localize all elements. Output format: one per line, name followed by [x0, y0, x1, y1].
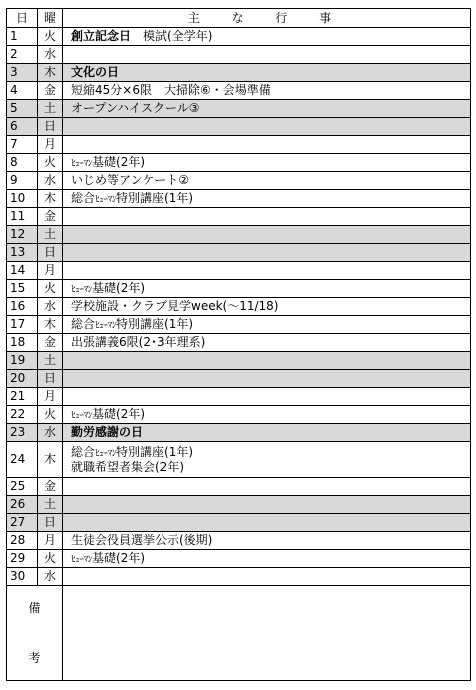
day-number: 6 [7, 118, 38, 136]
event-text: ﾋｭｰﾏﾝ [71, 285, 93, 295]
weekday: 日 [38, 244, 63, 262]
event-line [71, 65, 470, 80]
event-text: 就職希望者集会(2年) [71, 459, 184, 474]
event-line [71, 83, 470, 98]
day-number: 20 [7, 370, 38, 388]
schedule-row [7, 244, 471, 262]
header-row [7, 9, 471, 28]
event-cell [63, 316, 471, 334]
event-text: ﾋｭｰﾏﾝ [95, 448, 117, 459]
event-cell [63, 532, 471, 550]
schedule-row [7, 334, 471, 352]
schedule-row [7, 82, 471, 100]
event-cell [63, 514, 471, 532]
weekday: 金 [38, 82, 63, 100]
schedule-row [7, 298, 471, 316]
day-number: 16 [7, 298, 38, 316]
weekday: 土 [38, 496, 63, 514]
schedule-row [7, 136, 471, 154]
day-number: 3 [7, 64, 38, 82]
day-number: 29 [7, 550, 38, 568]
event-cell [63, 478, 471, 496]
schedule-row [7, 478, 471, 496]
event-cell [63, 568, 471, 586]
day-number: 1 [7, 28, 38, 46]
event-cell [63, 334, 471, 352]
day-number: 9 [7, 172, 38, 190]
header-events: 主 な 行 事 [63, 9, 471, 28]
schedule-rows [7, 28, 471, 586]
event-cell [63, 136, 471, 154]
schedule-row [7, 226, 471, 244]
event-text: 模試(全学年) [131, 29, 213, 43]
day-number: 26 [7, 496, 38, 514]
event-line [71, 460, 470, 475]
event-cell [63, 190, 471, 208]
day-number: 19 [7, 352, 38, 370]
schedule-row [7, 262, 471, 280]
event-text: 出張講義6限(2･3年理系) [71, 335, 206, 349]
event-line [71, 191, 470, 206]
day-number: 30 [7, 568, 38, 586]
event-line [71, 317, 470, 332]
event-text: 文化の日 [71, 65, 120, 79]
schedule-row [7, 118, 471, 136]
day-number: 11 [7, 208, 38, 226]
schedule-row [7, 172, 471, 190]
event-line [71, 29, 470, 44]
event-text: 総合 [71, 191, 96, 205]
day-number: 23 [7, 424, 38, 442]
schedule-row [7, 388, 471, 406]
day-number: 5 [7, 100, 38, 118]
event-text: ﾋｭｰﾏﾝ [95, 321, 117, 331]
event-text: 創立記念日 [71, 29, 132, 43]
event-text: 基礎(2年) [92, 155, 146, 169]
event-line [71, 407, 470, 422]
event-cell [63, 208, 471, 226]
event-line [71, 551, 470, 566]
weekday: 水 [38, 46, 63, 64]
event-text: ﾋｭｰﾏﾝ [95, 195, 117, 205]
day-number: 17 [7, 316, 38, 334]
weekday: 木 [38, 316, 63, 334]
event-text: 特別講座(1年) [116, 444, 194, 459]
event-cell [63, 370, 471, 388]
weekday: 木 [38, 64, 63, 82]
weekday: 土 [38, 226, 63, 244]
event-cell [63, 244, 471, 262]
event-cell [63, 64, 471, 82]
day-number: 28 [7, 532, 38, 550]
day-number: 27 [7, 514, 38, 532]
schedule-row [7, 406, 471, 424]
event-text: 勤労感謝の日 [71, 425, 144, 439]
weekday: 水 [38, 298, 63, 316]
schedule-row [7, 316, 471, 334]
weekday: 土 [38, 352, 63, 370]
weekday: 月 [38, 388, 63, 406]
event-text: ﾋｭｰﾏﾝ [71, 159, 93, 169]
day-number: 12 [7, 226, 38, 244]
day-number: 15 [7, 280, 38, 298]
event-cell [63, 496, 471, 514]
event-cell [63, 172, 471, 190]
schedule-row [7, 424, 471, 442]
event-cell [63, 352, 471, 370]
weekday: 日 [38, 370, 63, 388]
schedule-row [7, 370, 471, 388]
weekday: 火 [38, 550, 63, 568]
schedule-row [7, 514, 471, 532]
event-cell [63, 442, 471, 478]
event-text: ﾋｭｰﾏﾝ [71, 555, 93, 565]
event-cell [63, 388, 471, 406]
event-text: 特別講座(1年) [116, 191, 194, 205]
schedule-row [7, 190, 471, 208]
event-text: 総合 [71, 444, 96, 459]
event-line [71, 445, 470, 460]
header-weekday: 曜 [38, 9, 63, 28]
header-day: 日 [7, 9, 38, 28]
notes-content [63, 586, 471, 681]
event-text: 基礎(2年) [92, 281, 146, 295]
schedule-table [6, 8, 471, 681]
schedule-row [7, 568, 471, 586]
event-text: 短縮45分×6限 大掃除⑥・会場準備 [71, 83, 271, 97]
schedule-row [7, 208, 471, 226]
event-line [71, 299, 470, 314]
day-number: 2 [7, 46, 38, 64]
event-line [71, 173, 470, 188]
schedule-row [7, 550, 471, 568]
event-text: オープンハイスクール③ [71, 101, 200, 115]
event-text: 基礎(2年) [92, 551, 146, 565]
notes-label-bottom: 考 [28, 651, 41, 665]
weekday: 金 [38, 208, 63, 226]
weekday: 木 [38, 190, 63, 208]
monthly-schedule-sheet [6, 8, 470, 684]
notes-row [7, 586, 471, 681]
schedule-row [7, 46, 471, 64]
weekday: 水 [38, 424, 63, 442]
schedule-row [7, 28, 471, 46]
weekday: 月 [38, 262, 63, 280]
event-cell [63, 424, 471, 442]
day-number: 24 [7, 442, 38, 478]
event-line [71, 101, 470, 116]
event-cell [63, 280, 471, 298]
event-cell [63, 550, 471, 568]
schedule-row [7, 442, 471, 478]
event-cell [63, 298, 471, 316]
event-cell [63, 118, 471, 136]
weekday: 月 [38, 532, 63, 550]
day-number: 21 [7, 388, 38, 406]
event-line [71, 335, 470, 350]
event-line [71, 155, 470, 170]
event-cell [63, 154, 471, 172]
day-number: 4 [7, 82, 38, 100]
schedule-row [7, 496, 471, 514]
event-text: 総合 [71, 317, 96, 331]
notes-label [7, 586, 63, 681]
weekday: 月 [38, 136, 63, 154]
day-number: 13 [7, 244, 38, 262]
day-number: 25 [7, 478, 38, 496]
event-line [71, 425, 470, 440]
event-text: 生徒会役員選挙公示(後期) [71, 533, 213, 547]
weekday: 土 [38, 100, 63, 118]
day-number: 18 [7, 334, 38, 352]
event-cell [63, 100, 471, 118]
event-text: 学校施設・クラブ見学week(〜11/18) [71, 299, 279, 313]
schedule-row [7, 64, 471, 82]
schedule-row [7, 352, 471, 370]
event-cell [63, 226, 471, 244]
weekday: 火 [38, 28, 63, 46]
weekday: 金 [38, 334, 63, 352]
event-cell [63, 82, 471, 100]
weekday: 金 [38, 478, 63, 496]
day-number: 14 [7, 262, 38, 280]
weekday: 日 [38, 514, 63, 532]
weekday: 水 [38, 568, 63, 586]
weekday: 火 [38, 406, 63, 424]
weekday: 火 [38, 154, 63, 172]
event-cell [63, 46, 471, 64]
day-number: 7 [7, 136, 38, 154]
event-cell [63, 406, 471, 424]
day-number: 22 [7, 406, 38, 424]
day-number: 8 [7, 154, 38, 172]
weekday: 水 [38, 172, 63, 190]
notes-label-top: 備 [28, 601, 41, 615]
event-text: 特別講座(1年) [116, 317, 194, 331]
weekday: 木 [38, 442, 63, 478]
event-text: ﾋｭｰﾏﾝ [71, 411, 93, 421]
event-text: いじめ等アンケート② [71, 173, 190, 187]
weekday: 火 [38, 280, 63, 298]
day-number: 10 [7, 190, 38, 208]
schedule-row [7, 154, 471, 172]
schedule-row [7, 100, 471, 118]
event-line [71, 281, 470, 296]
event-line [71, 533, 470, 548]
event-cell [63, 262, 471, 280]
weekday: 日 [38, 118, 63, 136]
event-text: 基礎(2年) [92, 407, 146, 421]
event-cell [63, 28, 471, 46]
schedule-row [7, 532, 471, 550]
schedule-row [7, 280, 471, 298]
